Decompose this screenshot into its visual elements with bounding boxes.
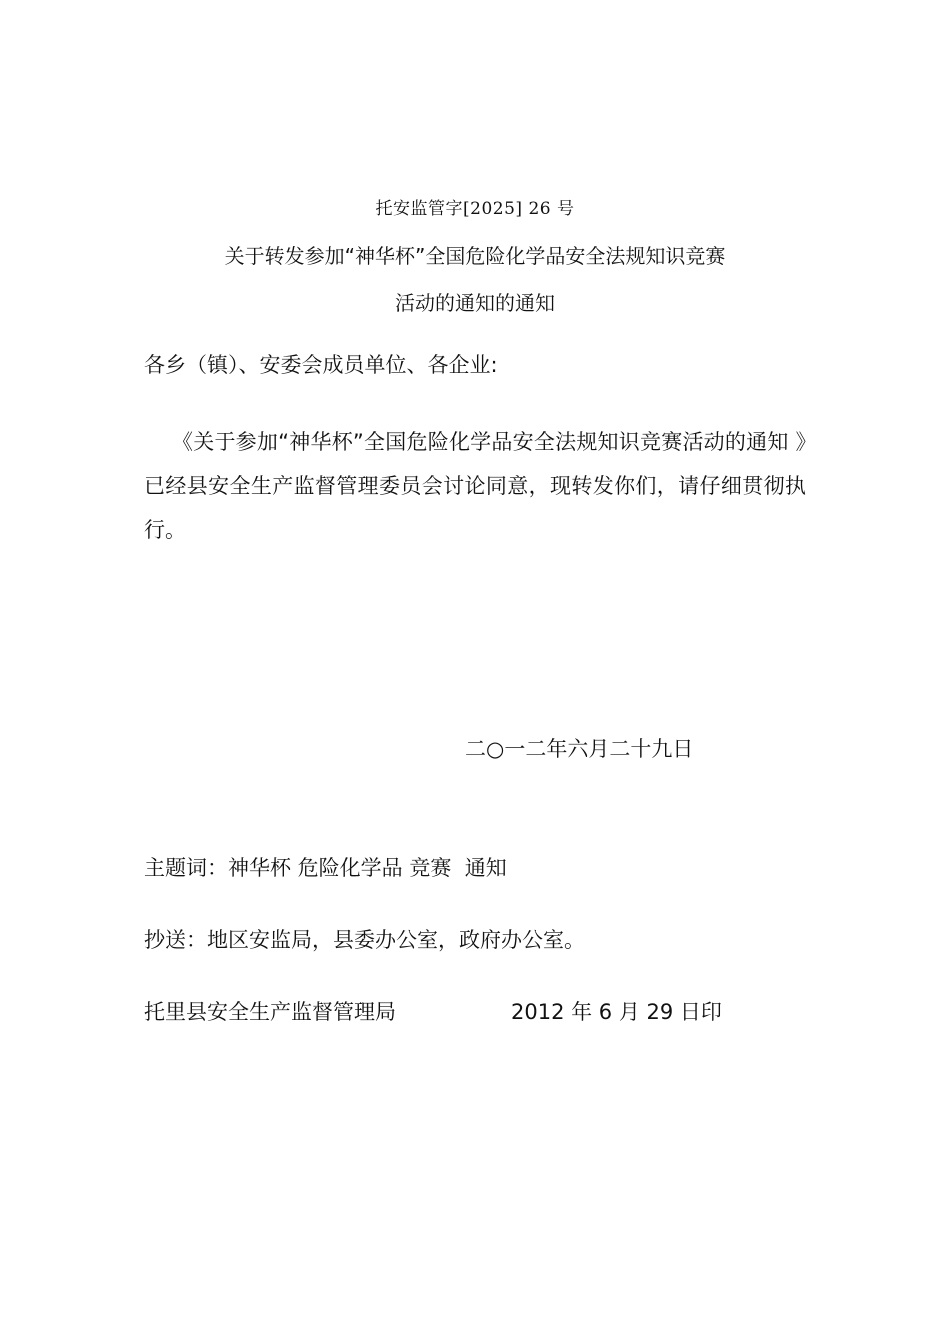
body-paragraph: 《关于参加“神华杯”全国危险化学品安全法规知识竞赛活动的通知 》已经县安全生产监督管理委员会讨论同意，现转发你们，请仔细贯彻执行。 xyxy=(144,430,806,542)
print-date: 2012 年 6 月 29 日印 xyxy=(511,1000,722,1024)
document-number: 托安监管字[2025] 26 号 xyxy=(375,199,575,219)
signature-date: 二○一二年六月二十九日 xyxy=(465,737,694,761)
carbon-copy-line: 抄送：地区安监局，县委办公室，政府办公室。 xyxy=(144,928,585,952)
salutation: 各乡（镇）、安委会成员单位、各企业: xyxy=(144,353,498,377)
subject-keywords: 主题词：神华杯 危险化学品 竞赛 通知 xyxy=(144,856,507,880)
document-title-line-1: 关于转发参加“神华杯”全国危险化学品安全法规知识竞赛 xyxy=(224,244,726,268)
document-title-line-2: 活动的通知的通知 xyxy=(395,291,555,315)
issuer-name: 托里县安全生产监督管理局 xyxy=(144,1000,396,1024)
